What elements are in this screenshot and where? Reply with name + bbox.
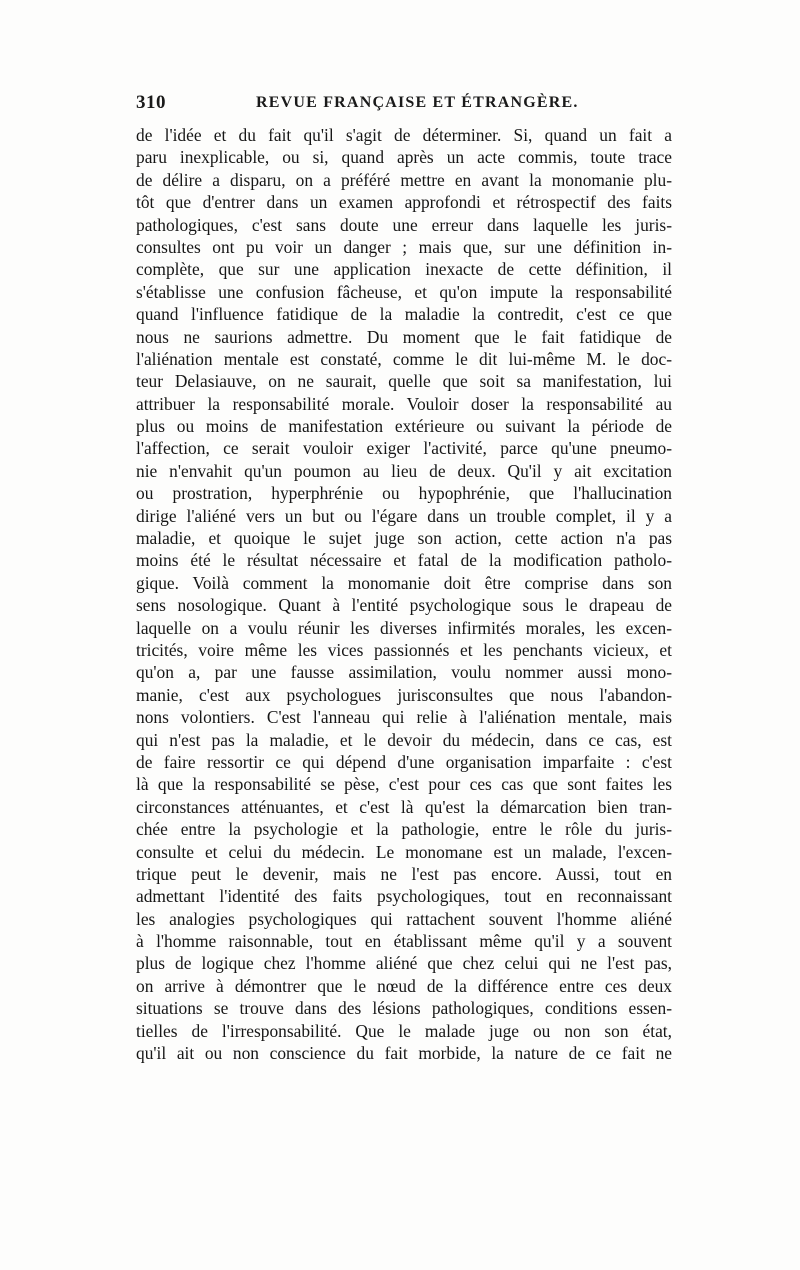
text-line: manie, c'est aux psychologues jurisconsultes que nous l'abandon- [136, 684, 672, 705]
text-line: l'affection, ce serait vouloir exiger l'activité, parce qu'une pneumo- [136, 438, 672, 459]
text-line: nons volontiers. C'est l'anneau qui relie à l'aliénation mentale, mais [136, 707, 672, 728]
text-line: s'établisse une confusion fâcheuse, et qu'on impute la responsabilité [136, 281, 672, 302]
text-line: de délire a disparu, on a préféré mettre en avant la monomanie plu- [136, 169, 672, 190]
text-line: qu'on a, par une fausse assimilation, voulu nommer aussi mono- [136, 662, 672, 683]
text-line: laquelle on a voulu réunir les diverses infirmités morales, les excen- [136, 617, 672, 638]
text-line: nous ne saurions admettre. Du moment que le fait fatidique de [136, 326, 672, 347]
text-line: moins été le résultat nécessaire et fatal de la modification patholo- [136, 550, 672, 571]
text-line: complète, que sur une application inexacte de cette définition, il [136, 259, 672, 280]
page-number: 310 [136, 92, 166, 113]
text-line: qu'il ait ou non conscience du fait morbide, la nature de ce fait ne [136, 1043, 672, 1064]
text-line: trique peut le devenir, mais ne l'est pas encore. Aussi, tout en [136, 863, 672, 884]
text-line: l'aliénation mentale est constaté, comme le dit lui-même M. le doc- [136, 348, 672, 369]
text-line: là que la responsabilité se pèse, c'est pour ces cas que sont faites les [136, 774, 672, 795]
text-line: gique. Voilà comment la monomanie doit être comprise dans son [136, 572, 672, 593]
text-line: sens nosologique. Quant à l'entité psychologique sous le drapeau de [136, 595, 672, 616]
text-line: attribuer la responsabilité morale. Vouloir doser la responsabilité au [136, 393, 672, 414]
body-text [136, 124, 672, 1064]
text-line: tôt que d'entrer dans un examen approfondi et rétrospectif des faits [136, 192, 672, 213]
text-line: quand l'influence fatidique de la maladie la contredit, c'est ce que [136, 304, 672, 325]
text-line: situations se trouve dans des lésions pathologiques, conditions essen- [136, 998, 672, 1019]
text-line: maladie, et quoique le sujet juge son action, cette action n'a pas [136, 528, 672, 549]
text-line: tielles de l'irresponsabilité. Que le malade juge ou non son état, [136, 1020, 672, 1041]
text-line: teur Delasiauve, on ne saurait, quelle que soit sa manifestation, lui [136, 371, 672, 392]
text-line: paru inexplicable, ou si, quand après un acte commis, toute trace [136, 147, 672, 168]
text-line: plus de logique chez l'homme aliéné que chez celui qui ne l'est pas, [136, 953, 672, 974]
text-line: consulte et celui du médecin. Le monomane est un malade, l'excen- [136, 841, 672, 862]
text-line: circonstances atténuantes, et c'est là qu'est la démarcation bien tran- [136, 796, 672, 817]
text-line: tricités, voire même les vices passionnés et les penchants vicieux, et [136, 639, 672, 660]
running-head [136, 92, 676, 116]
text-line: dirige l'aliéné vers un but ou l'égare dans un trouble complet, il y a [136, 505, 672, 526]
running-title: REVUE FRANÇAISE ET ÉTRANGÈRE. [256, 94, 579, 111]
text-line: admettant l'identité des faits psychologiques, tout en reconnaissant [136, 886, 672, 907]
text-line: les analogies psychologiques qui rattachent souvent l'homme aliéné [136, 908, 672, 929]
text-line: à l'homme raisonnable, tout en établissant même qu'il y a souvent [136, 931, 672, 952]
text-line: ou prostration, hyperphrénie ou hypophrénie, que l'hallucination [136, 483, 672, 504]
text-line: de faire ressortir ce qui dépend d'une organisation imparfaite : c'est [136, 751, 672, 772]
text-line: plus ou moins de manifestation extérieure ou suivant la période de [136, 416, 672, 437]
text-line: on arrive à démontrer que le nœud de la différence entre ces deux [136, 975, 672, 996]
text-line: chée entre la psychologie et la pathologie, entre le rôle du juris- [136, 819, 672, 840]
text-line: qui n'est pas la maladie, et le devoir du médecin, dans ce cas, est [136, 729, 672, 750]
text-line: consultes ont pu voir un danger ; mais que, sur une définition in- [136, 236, 672, 257]
text-line: nie n'envahit qu'un poumon au lieu de deux. Qu'il y ait excitation [136, 460, 672, 481]
text-line: pathologiques, c'est sans doute une erreur dans laquelle les juris- [136, 214, 672, 235]
text-line: de l'idée et du fait qu'il s'agit de déterminer. Si, quand un fait a [136, 125, 672, 145]
